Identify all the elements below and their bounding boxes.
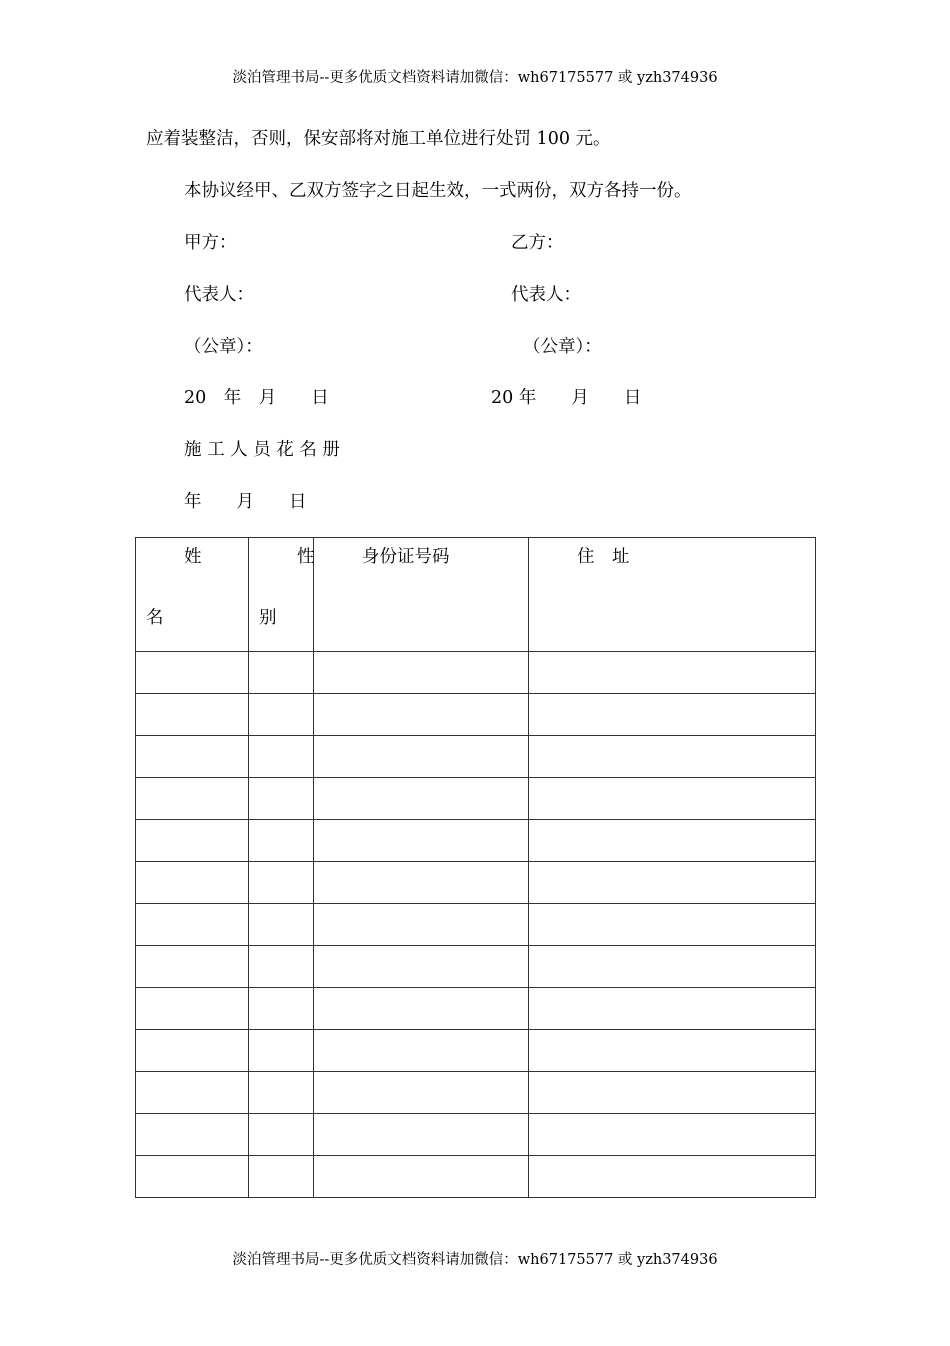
header-cell-address [529,538,816,652]
table-row [136,736,816,778]
table-row [136,1156,816,1198]
table-row [136,862,816,904]
roster-table [135,537,816,1198]
cell-gender [249,1072,314,1114]
cell-id-number [314,988,529,1030]
cell-gender [249,652,314,694]
table-row [136,652,816,694]
cell-address [529,862,816,904]
cell-name [136,1156,249,1198]
cell-id-number [314,946,529,988]
cell-id-number [314,904,529,946]
cell-id-number [314,694,529,736]
table-row [136,946,816,988]
header-name-top: 姓 [184,547,202,567]
cell-name [136,778,249,820]
cell-address [529,652,816,694]
cell-name [136,652,249,694]
cell-id-number [314,1072,529,1114]
cell-id-number [314,820,529,862]
table-row [136,694,816,736]
party-b-label: 乙方： [511,233,564,253]
header-name-bottom: 名 [146,608,164,628]
table-row [136,778,816,820]
cell-name [136,736,249,778]
cell-name [136,946,249,988]
header-gender-bottom: 别 [259,608,277,628]
page-footer: 淡泊管理书局--更多优质文档资料请加微信：wh67175577 或 yzh374936 [232,1252,718,1268]
cell-name [136,694,249,736]
party-b-representative: 代表人： [511,285,581,305]
cell-gender [249,862,314,904]
header-address: 住 址 [577,547,630,567]
table-header-row [136,538,816,652]
body-line-2: 本协议经甲、乙双方签字之日起生效，一式两份，双方各持一份。 [184,181,692,201]
cell-name [136,820,249,862]
cell-address [529,778,816,820]
header-id-number: 身份证号码 [362,547,450,567]
table-row [136,1114,816,1156]
party-b-seal: （公章）： [523,337,602,357]
cell-gender [249,1114,314,1156]
roster-date: 年 月 日 [184,492,307,512]
party-a-label: 甲方： [184,233,237,253]
cell-address [529,694,816,736]
cell-gender [249,1030,314,1072]
cell-address [529,1030,816,1072]
cell-address [529,1072,816,1114]
cell-gender [249,778,314,820]
party-a-representative: 代表人： [184,285,254,305]
cell-gender [249,736,314,778]
cell-gender [249,694,314,736]
page-header: 淡泊管理书局--更多优质文档资料请加微信：wh67175577 或 yzh374936 [232,70,718,86]
header-gender-top: 性 [297,547,315,567]
header-cell-gender [249,538,314,652]
cell-name [136,988,249,1030]
cell-name [136,1072,249,1114]
table-row [136,1072,816,1114]
cell-name [136,1114,249,1156]
cell-gender [249,820,314,862]
table-row [136,1030,816,1072]
cell-id-number [314,1156,529,1198]
party-b-date: 20 年 月 日 [491,388,642,408]
cell-address [529,988,816,1030]
cell-address [529,1114,816,1156]
cell-id-number [314,1114,529,1156]
cell-id-number [314,736,529,778]
roster-title: 施 工 人 员 花 名 册 [184,440,340,460]
cell-address [529,820,816,862]
cell-address [529,736,816,778]
cell-address [529,1156,816,1198]
cell-gender [249,904,314,946]
cell-address [529,904,816,946]
header-cell-name [136,538,249,652]
cell-id-number [314,778,529,820]
cell-id-number [314,862,529,904]
cell-name [136,904,249,946]
cell-id-number [314,652,529,694]
cell-name [136,862,249,904]
table-row [136,988,816,1030]
cell-address [529,946,816,988]
table-row [136,820,816,862]
cell-gender [249,988,314,1030]
party-a-date: 20 年 月 日 [184,388,329,408]
cell-gender [249,946,314,988]
cell-name [136,1030,249,1072]
party-a-seal: （公章）： [184,337,263,357]
table-row [136,904,816,946]
cell-id-number [314,1030,529,1072]
header-cell-id [314,538,529,652]
cell-gender [249,1156,314,1198]
body-line-1: 应着装整洁，否则，保安部将对施工单位进行处罚 100 元。 [146,129,611,149]
